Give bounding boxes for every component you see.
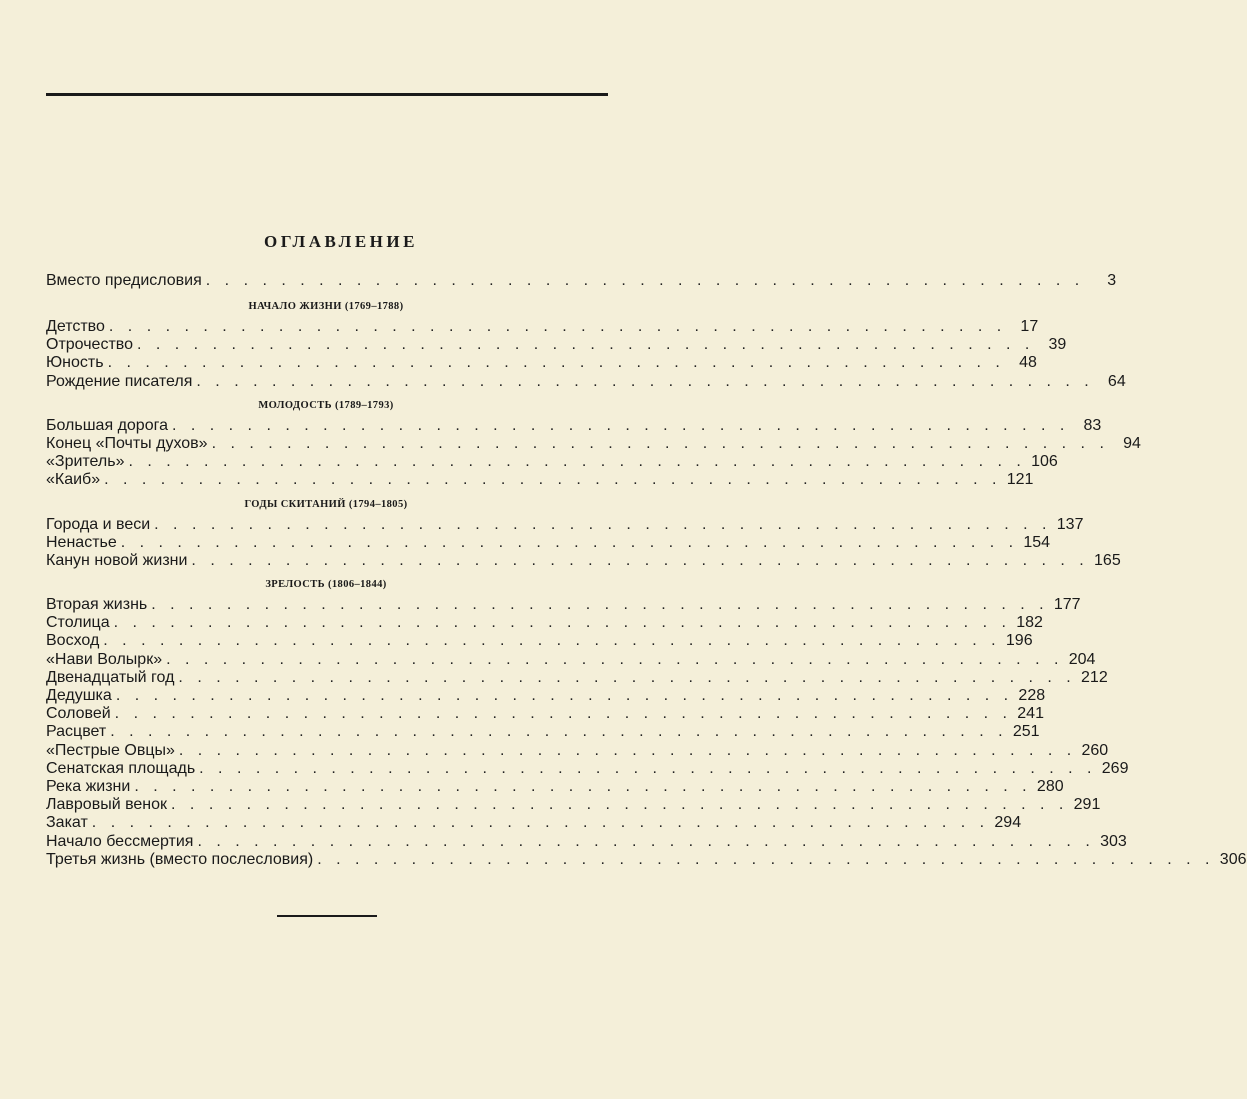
leader-dots: . . . . . . . . . . . . . . . . . . . . . . . . . . . . . . . . . . . . . . . . . . . . . . . . [171,796,1069,814]
entry-title: Рождение писателя [46,372,193,390]
entry-title: «Каиб» [46,471,101,489]
entry-title: Канун новой жизни [46,551,188,569]
section-years: (1794–1805) [348,498,408,510]
leader-dots: . . . . . . . . . . . . . . . . . . . . . . . . . . . . . . . . . . . . . . . . . . . . . . . . [154,515,1052,533]
leader-dots: . . . . . . . . . . . . . . . . . . . . . . . . . . . . . . . . . . . . . . . . . . . . . . . . [107,354,1005,372]
leader-dots: . . . . . . . . . . . . . . . . . . . . . . . . . . . . . . . . . . . . . . . . . . . . . . . . [151,596,1049,614]
entry-title: Юность [46,354,104,372]
entry-page: 106 [1031,453,1058,471]
entry-title: «Зритель» [46,453,125,471]
entry-page: 241 [1017,705,1044,723]
toc-entry[interactable] [46,551,1121,570]
leader-dots: . . . . . . . . . . . . . . . . . . . . . . . . . . . . . . . . . . . . . . . . . . . . . . . . [103,632,1001,650]
toc-entry[interactable] [46,741,1109,760]
section-years: (1806–1844) [328,579,387,591]
toc-entry[interactable] [46,372,1126,391]
entry-page: 269 [1101,759,1129,777]
entry-page: 306 [1219,850,1247,868]
entry-page: 260 [1081,741,1109,759]
toc-entry[interactable] [46,687,1046,705]
section-years: (1769–1788) [344,301,404,312]
entry-title: Сенатская площадь [46,759,196,777]
entry-title: Закат [46,814,88,832]
entry-page: 165 [1094,551,1121,569]
toc-entry[interactable] [46,850,1247,869]
top-rule [46,93,608,96]
toc-entry[interactable] [46,434,1141,453]
entry-page: 212 [1081,668,1108,686]
leader-dots: . . . . . . . . . . . . . . . . . . . . . . . . . . . . . . . . . . . . . . . . . . . . . . . . [91,814,990,832]
entry-page: 251 [1012,723,1040,741]
section-title: НАЧАЛО ЖИЗНИ [248,301,342,312]
entry-page: 228 [1018,687,1046,704]
toc-entry[interactable] [46,832,1127,851]
toc-entry[interactable] [46,632,1033,650]
toc-entry[interactable] [46,318,1039,336]
toc-entry[interactable] [46,777,1064,796]
toc-entry[interactable] [46,354,1037,372]
entry-page: 121 [1006,471,1034,489]
toc-entry[interactable] [46,336,1067,354]
entry-title: «Нави Волырк» [46,650,163,668]
entry-page: 17 [1020,318,1039,335]
leader-dots: . . . . . . . . . . . . . . . . . . . . . . . . . . . . . . . . . . . . . . . . . . . . . . . . [113,614,1011,632]
entry-page: 39 [1048,336,1067,354]
toc-entry[interactable] [46,515,1084,534]
toc-entry[interactable] [46,814,1022,832]
leader-dots: . . . . . . . . . . . . . . . . . . . . . . . . . . . . . . . . . . . . . . . . . . . . . . . . [108,318,1007,335]
toc-entry[interactable] [46,596,1081,614]
leader-dots: . . . . . . . . . . . . . . . . . . . . . . . . . . . . . . . . . . . . . . . . . . . . . . . . [128,453,1026,471]
toc-entry[interactable] [46,453,1058,471]
entry-title: Восход [46,632,100,650]
leader-dots: . . . . . . . . . . . . . . . . . . . . . . . . . . . . . . . . . . . . . . . . . . . . . . . . [199,759,1097,777]
toc-entry[interactable] [46,650,1096,669]
entry-title: Вторая жизнь [46,596,148,614]
section-years: (1789–1793) [335,399,394,411]
entry-title: Конец «Почты духов» [46,434,208,452]
section-heading [46,577,606,593]
entry-page: 154 [1023,533,1051,551]
leader-dots: . . . . . . . . . . . . . . . . . . . . . . . . . . . . . . . . . . . . . . . . . . . . . . . . [115,687,1014,704]
entry-page: 291 [1073,796,1101,814]
entry-title: Двенадцатый год [46,668,175,686]
entry-title: Большая дорога [46,416,168,434]
leader-dots: . . . . . . . . . . . . . . . . . . . . . . . . . . . . . . . . . . . . . . . . . . . . . . . . [110,723,1008,741]
toc-entry[interactable] [46,471,1034,489]
entry-title: Начало бессмертия [46,832,194,850]
toc-entry[interactable] [46,668,1108,687]
toc-entry[interactable] [46,723,1040,741]
entry-title: Вместо предисловия [46,272,202,289]
toc-entry[interactable] [46,416,1102,435]
toc-entry-preface[interactable] [46,270,1117,292]
leader-dots: . . . . . . . . . . . . . . . . . . . . . . . . . . . . . . . . . . . . . . . . . . . . . . . . [120,533,1019,551]
entry-page: 177 [1053,596,1081,614]
entry-page: 48 [1019,354,1037,372]
entry-page: 64 [1107,372,1126,390]
section-title: ГОДЫ СКИТАНИЙ [244,498,346,510]
table-of-contents [46,270,1247,869]
entry-page: 196 [1005,632,1033,650]
leader-dots: . . . . . . . . . . . . . . . . . . . . . . . . . . . . . . . . . . . . . . . . . . . . . . . . [317,850,1215,868]
section-heading [46,299,606,315]
entry-title: Ненастье [46,533,117,551]
entry-page: 3 [1107,272,1117,289]
leader-dots: . . . . . . . . . . . . . . . . . . . . . . . . . . . . . . . . . . . . . . . . . . . . . . . . [171,416,1070,434]
leader-dots: . . . . . . . . . . . . . . . . . . . . . . . . . . . . . . . . . . . . . . . . . . . . . . . . [104,471,1002,489]
entry-page: 137 [1056,515,1084,533]
section-heading [46,497,606,513]
toc-sections [46,299,1247,869]
entry-page: 303 [1100,832,1127,850]
leader-dots: . . . . . . . . . . . . . . . . . . . . . . . . . . . . . . . . . . . . . . . . . . . . . . . . [211,434,1109,452]
entry-title: Дедушка [46,687,112,704]
leader-dots: . . . . . . . . . . . . . . . . . . . . . . . . . . . . . . . . . . . . . . . . . . . . . . . . [137,336,1035,354]
section-title: МОЛОДОСТЬ [258,399,332,411]
leader-dots: . . . . . . . . . . . . . . . . . . . . . . . . . . . . . . . . . . . . . . . . . . . . . . . . [178,741,1077,759]
entry-page: 182 [1016,614,1043,632]
entry-title: «Пестрые Овцы» [46,741,175,759]
entry-title: Детство [46,318,105,335]
entry-page: 94 [1123,434,1141,452]
leader-dots: . . . . . . . . . . . . . . . . . . . . . . . . . . . . . . . . . . . . . . . . . . . . . . . . [191,551,1089,569]
toc-entry[interactable] [46,796,1101,814]
entry-title: Столица [46,614,110,632]
toc-entry[interactable] [46,759,1129,778]
entry-page: 280 [1036,777,1064,795]
entry-title: Река жизни [46,777,131,795]
entry-page: 294 [994,814,1022,832]
entry-title: Отрочество [46,336,133,354]
toc-entry[interactable] [46,705,1044,723]
entry-page: 83 [1083,416,1102,434]
section-title: ЗРЕЛОСТЬ [265,579,325,591]
entry-title: Города и веси [46,515,151,533]
leader-dots: . . . . . . . . . . . . . . . . . . . . . . . . . . . . . . . . . . . . . . . . . . . . . . . . [166,650,1064,668]
entry-title: Третья жизнь (вместо послесловия) [46,850,314,868]
entry-title: Лавровый венок [46,796,168,814]
toc-title: ОГЛАВЛЕНИЕ [264,232,418,251]
entry-title: Расцвет [46,723,107,741]
toc-entry[interactable] [46,614,1043,632]
entry-page: 204 [1068,650,1096,668]
toc-entry[interactable] [46,533,1051,552]
entry-title: Соловей [46,705,111,723]
bottom-rule [277,915,377,917]
leader-dots: . . . . . . . . . . . . . . . . . . . . . . . . . . . . . . . . . . . . . . . . . . . . . . . . [197,832,1095,850]
leader-dots: . . . . . . . . . . . . . . . . . . . . . . . . . . . . . . . . . . . . . . . . . . . . . . . . [196,372,1094,390]
leader-dots: . . . . . . . . . . . . . . . . . . . . . . . . . . . . . . . . . . . . . . . . . . . . . . . . [134,777,1032,795]
leader-dots: . . . . . . . . . . . . . . . . . . . . . . . . . . . . . . . . . . . . . . . . . . . . . . . . [114,705,1012,723]
leader-dots: . . . . . . . . . . . . . . . . . . . . . . . . . . . . . . . . . . . . . . . . . . . . . . . [205,272,1085,289]
leader-dots: . . . . . . . . . . . . . . . . . . . . . . . . . . . . . . . . . . . . . . . . . . . . . . . . [178,668,1076,686]
section-heading [46,398,606,414]
